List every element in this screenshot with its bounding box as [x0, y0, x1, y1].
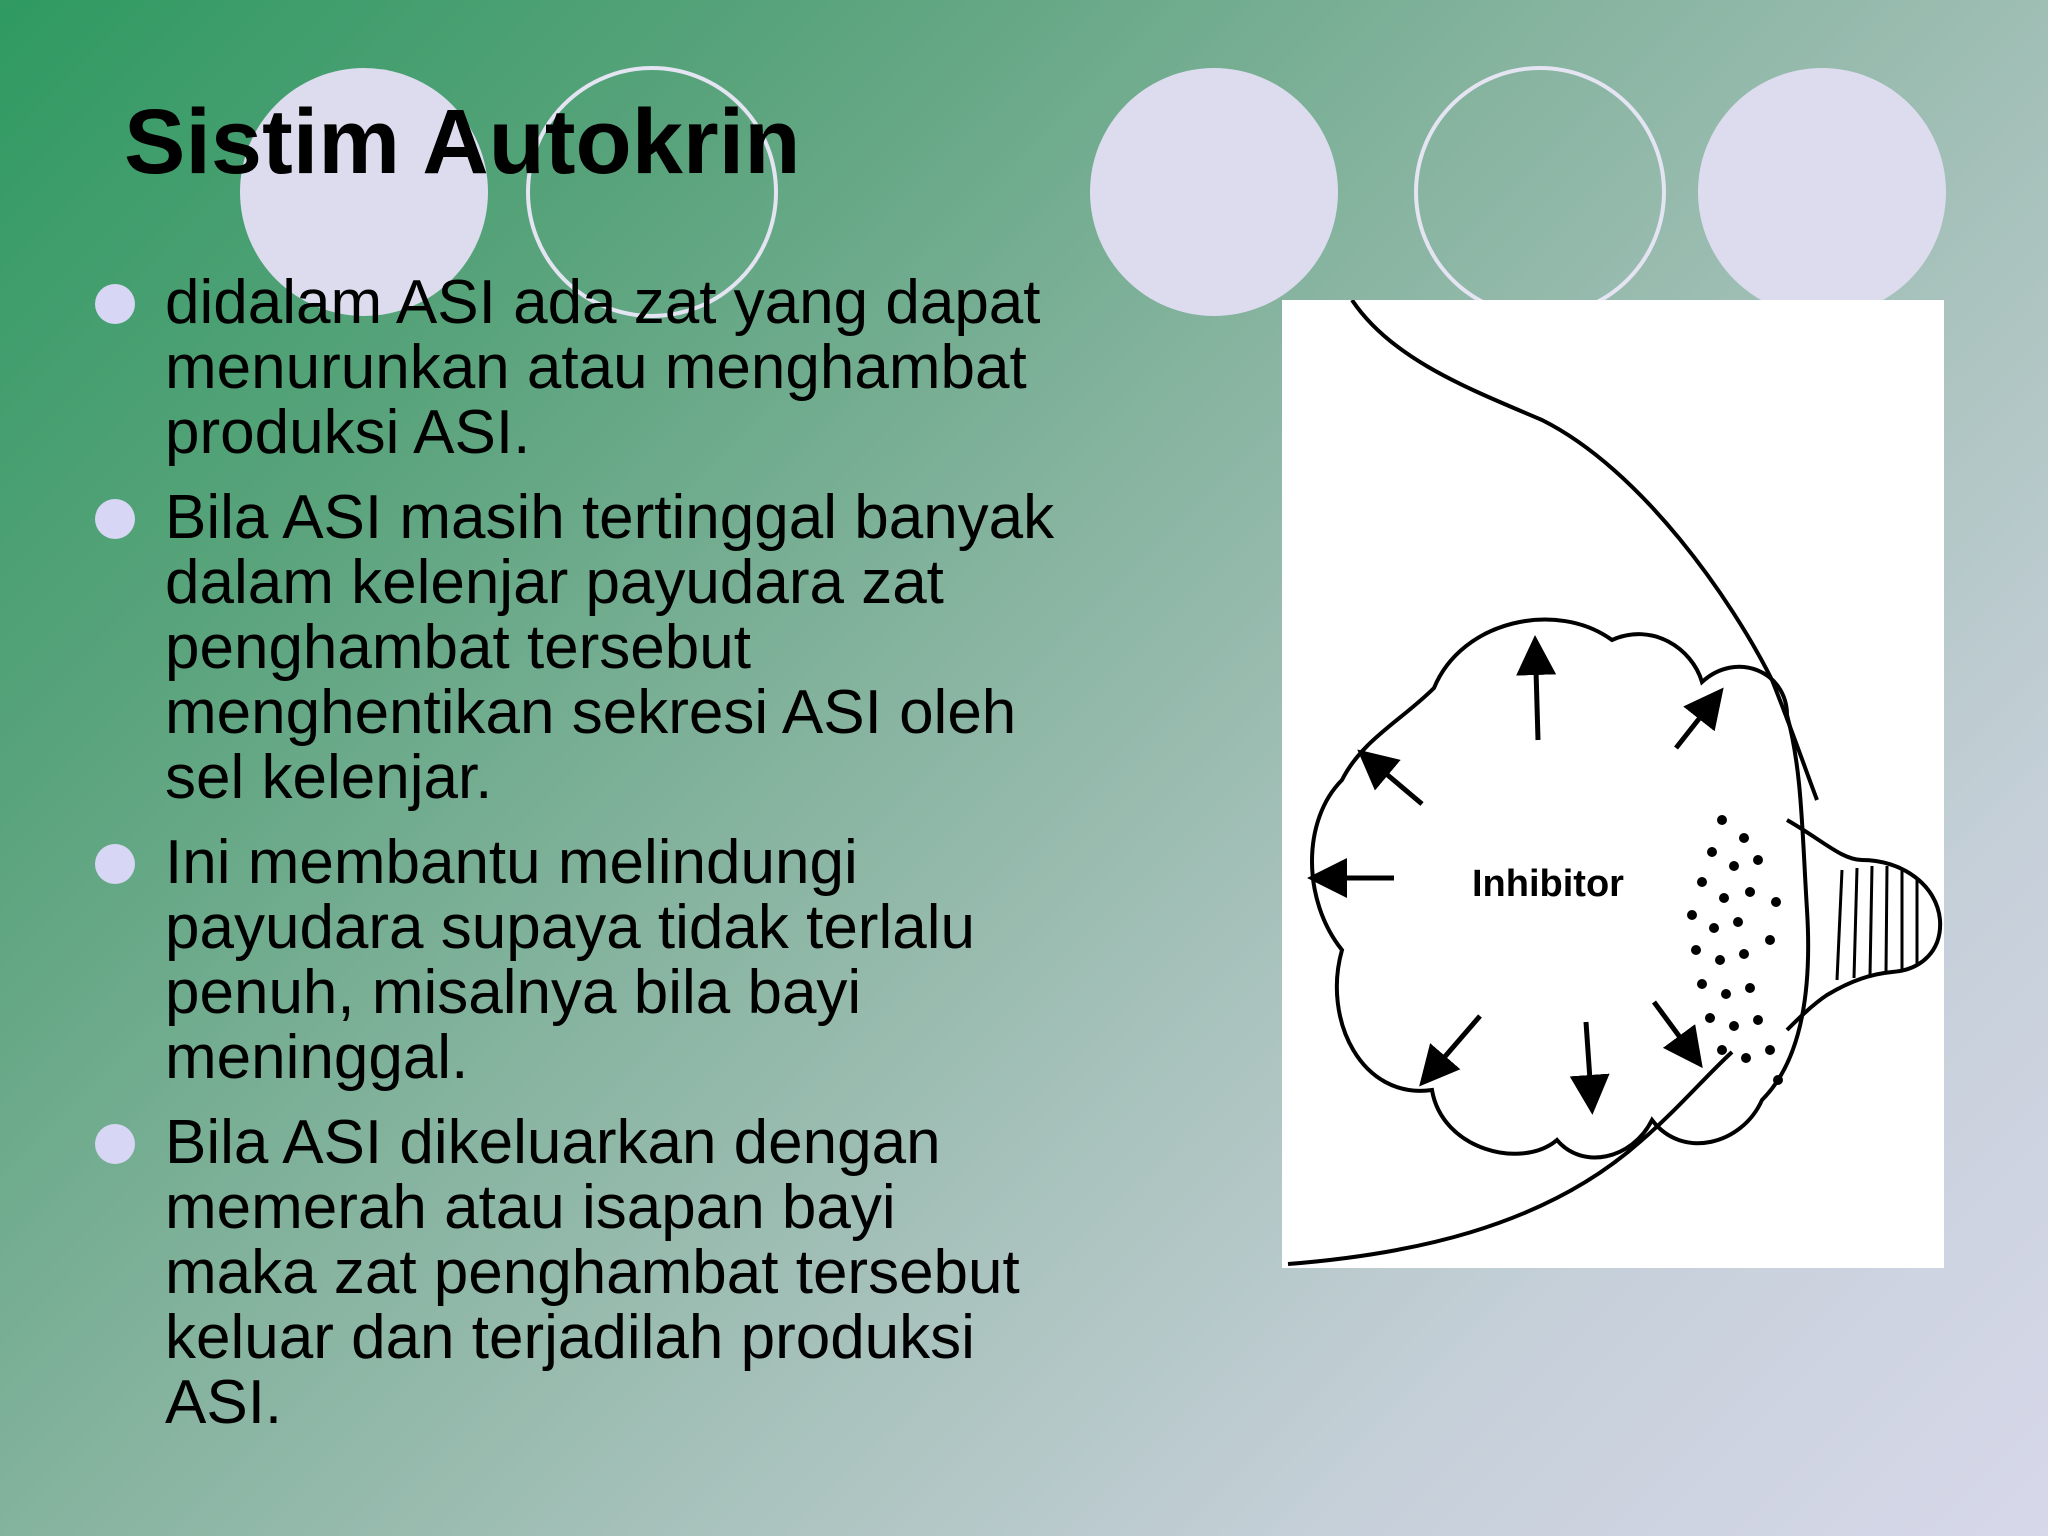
arrow-upper-left: [1384, 772, 1422, 804]
bullet-item: [95, 485, 1195, 810]
bullet-text: Ini membantu melindungi payudara supaya tidak terlalu penuh, misalnya bila bayi meninggal.: [165, 828, 975, 1092]
bullet-text: didalam ASI ada zat yang dapat menurunkan atau menghambat produksi ASI.: [165, 268, 1041, 467]
breast-outline: [1352, 300, 1817, 800]
arrow-down: [1586, 1022, 1590, 1080]
bullet-item: [95, 830, 1195, 1090]
inhibitor-label: Inhibitor: [1472, 863, 1624, 905]
nipple-stripes: [1837, 866, 1917, 980]
bullet-item: [95, 270, 1195, 465]
bullet-text: Bila ASI masih tertinggal banyak dalam kelenjar payudara zat penghambat tersebut menghentikan sekresi ASI oleh sel kelenjar.: [165, 483, 1055, 812]
bullet-dot-icon: [95, 844, 135, 884]
breast-inhibitor-illustration: [1282, 300, 1944, 1268]
arrow-lower-left: [1442, 1016, 1480, 1060]
decorative-circle-3: [1698, 68, 1946, 316]
bullet-dot-icon: [95, 1124, 135, 1164]
bullet-text: Bila ASI dikeluarkan dengan memerah atau isapan bayi maka zat penghambat tersebut keluar dan terjadilah produksi ASI.: [165, 1108, 1020, 1437]
arrow-upper-right: [1676, 715, 1702, 748]
bullet-list: [95, 270, 1195, 1455]
arrow-up: [1536, 670, 1538, 740]
bullet-item: [95, 1110, 1195, 1435]
breast-lower-outline: [1288, 1052, 1732, 1264]
illustration-svg: [1282, 300, 1944, 1268]
secretion-dots: [1687, 815, 1783, 1085]
bullet-dot-icon: [95, 499, 135, 539]
slide-title: Sistim Autokrin: [124, 91, 801, 193]
bullet-dot-icon: [95, 284, 135, 324]
decorative-circle-outline-2: [1414, 66, 1666, 318]
arrow-lower-right: [1654, 1002, 1682, 1040]
